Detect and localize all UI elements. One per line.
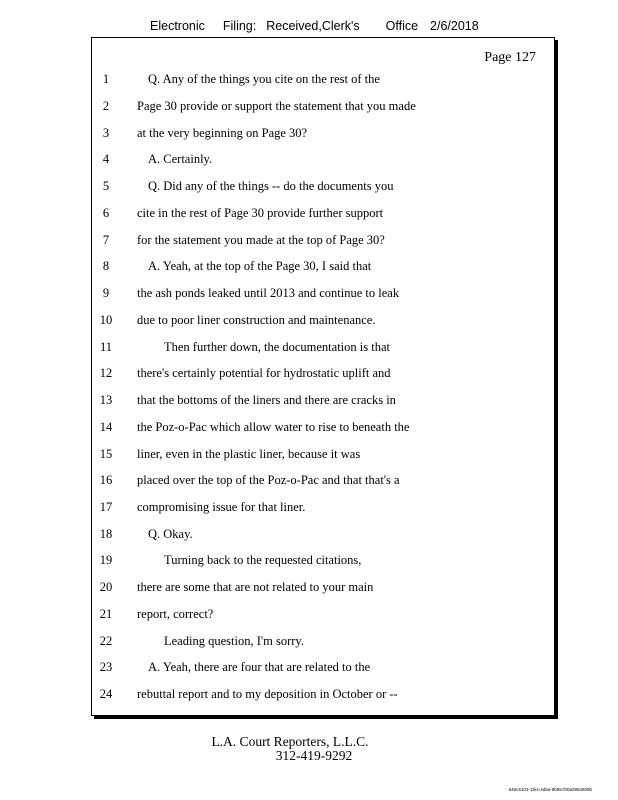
line-number: 7 (102, 233, 110, 247)
line-text: liner, even in the plastic liner, because it was (137, 447, 361, 461)
line-text: cite in the rest of Page 30 provide further support (137, 206, 384, 220)
line-text: there's certainly potential for hydrostatic uplift and (137, 366, 391, 380)
transcript-line (0, 634, 618, 654)
line-number: 4 (102, 152, 110, 166)
line-text: for the statement you made at the top of Page 30? (137, 233, 385, 247)
line-number: 21 (99, 607, 113, 621)
line-number: 14 (99, 420, 113, 434)
line-number: 20 (99, 580, 113, 594)
line-text: at the very beginning on Page 30? (137, 126, 308, 140)
transcript-line (0, 660, 618, 680)
line-text: A. Yeah, there are four that are related to the (148, 660, 371, 674)
transcript-line (0, 313, 618, 333)
transcript-line (0, 473, 618, 493)
line-text: Then further down, the documentation is that (164, 340, 390, 354)
line-number: 19 (99, 553, 113, 567)
page-number: Page 127 (484, 50, 536, 65)
transcript-line (0, 233, 618, 253)
line-number: 16 (99, 473, 113, 487)
line-number: 18 (99, 527, 113, 541)
header-word-received: Received,Clerk's (266, 19, 360, 33)
transcript-line (0, 553, 618, 573)
line-text: Turning back to the requested citations, (164, 553, 362, 567)
transcript-line (0, 500, 618, 520)
transcript-line (0, 687, 618, 707)
electronic-filing-header (150, 19, 479, 33)
line-number: 5 (102, 179, 110, 193)
line-text: Q. Did any of the things -- do the documents you (148, 179, 394, 193)
transcript-line (0, 366, 618, 386)
line-text: A. Certainly. (148, 152, 213, 166)
line-number: 13 (99, 393, 113, 407)
line-text: that the bottoms of the liners and there are cracks in (137, 393, 396, 407)
line-number: 15 (99, 447, 113, 461)
transcript-line (0, 447, 618, 467)
header-word-electronic: Electronic (150, 19, 205, 33)
line-text: the Poz-o-Pac which allow water to rise to beneath the (137, 420, 410, 434)
transcript-line (0, 259, 618, 279)
line-number: 8 (102, 259, 110, 273)
transcript-line (0, 99, 618, 119)
line-text: due to poor liner construction and maintenance. (137, 313, 376, 327)
line-number: 9 (102, 286, 110, 300)
line-number: 1 (102, 72, 110, 86)
transcript-line (0, 126, 618, 146)
line-number: 23 (99, 660, 113, 674)
line-number: 6 (102, 206, 110, 220)
line-text: placed over the top of the Poz-o-Pac and that that's a (137, 473, 400, 487)
header-word-office: Office (385, 19, 419, 33)
transcript-line (0, 286, 618, 306)
line-number: 10 (99, 313, 113, 327)
line-text: there are some that are not related to your main (137, 580, 374, 594)
transcript-line (0, 179, 618, 199)
line-number: 2 (102, 99, 110, 113)
transcript-line (0, 340, 618, 360)
line-number: 24 (99, 687, 113, 701)
line-text: rebuttal report and to my deposition in October or -- (137, 687, 398, 701)
line-text: compromising issue for that liner. (137, 500, 306, 514)
header-word-filing: Filing: (222, 19, 257, 33)
line-text: the ash ponds leaked until 2013 and continue to leak (137, 286, 400, 300)
line-text: A. Yeah, at the top of the Page 30, I said that (148, 259, 372, 273)
header-date: 2/6/2018 (430, 19, 479, 33)
transcript-line (0, 206, 618, 226)
transcript-line (0, 393, 618, 413)
line-number: 12 (99, 366, 113, 380)
line-number: 22 (99, 634, 113, 648)
line-text: report, correct? (137, 607, 214, 621)
transcript-line (0, 152, 618, 172)
line-text: Q. Okay. (148, 527, 193, 541)
transcript-line (0, 527, 618, 547)
court-reporter-phone: 312-419-9292 (275, 748, 353, 763)
line-number: 11 (99, 340, 113, 354)
line-number: 3 (102, 126, 110, 140)
transcript-line (0, 607, 618, 627)
transcript-line (0, 580, 618, 600)
line-text: Q. Any of the things you cite on the rest of the (148, 72, 380, 86)
line-text: Page 30 provide or support the statement that you made (137, 99, 416, 113)
court-reporter-name: L.A. Court Reporters, L.L.C. (211, 734, 369, 749)
transcript-line (0, 72, 618, 92)
transcript-line (0, 420, 618, 440)
document-hash: 546c5102-1fe4-4d5a-8b55-f00a3952809b (508, 787, 592, 792)
line-number: 17 (99, 500, 113, 514)
line-text: Leading question, I'm sorry. (164, 634, 304, 648)
